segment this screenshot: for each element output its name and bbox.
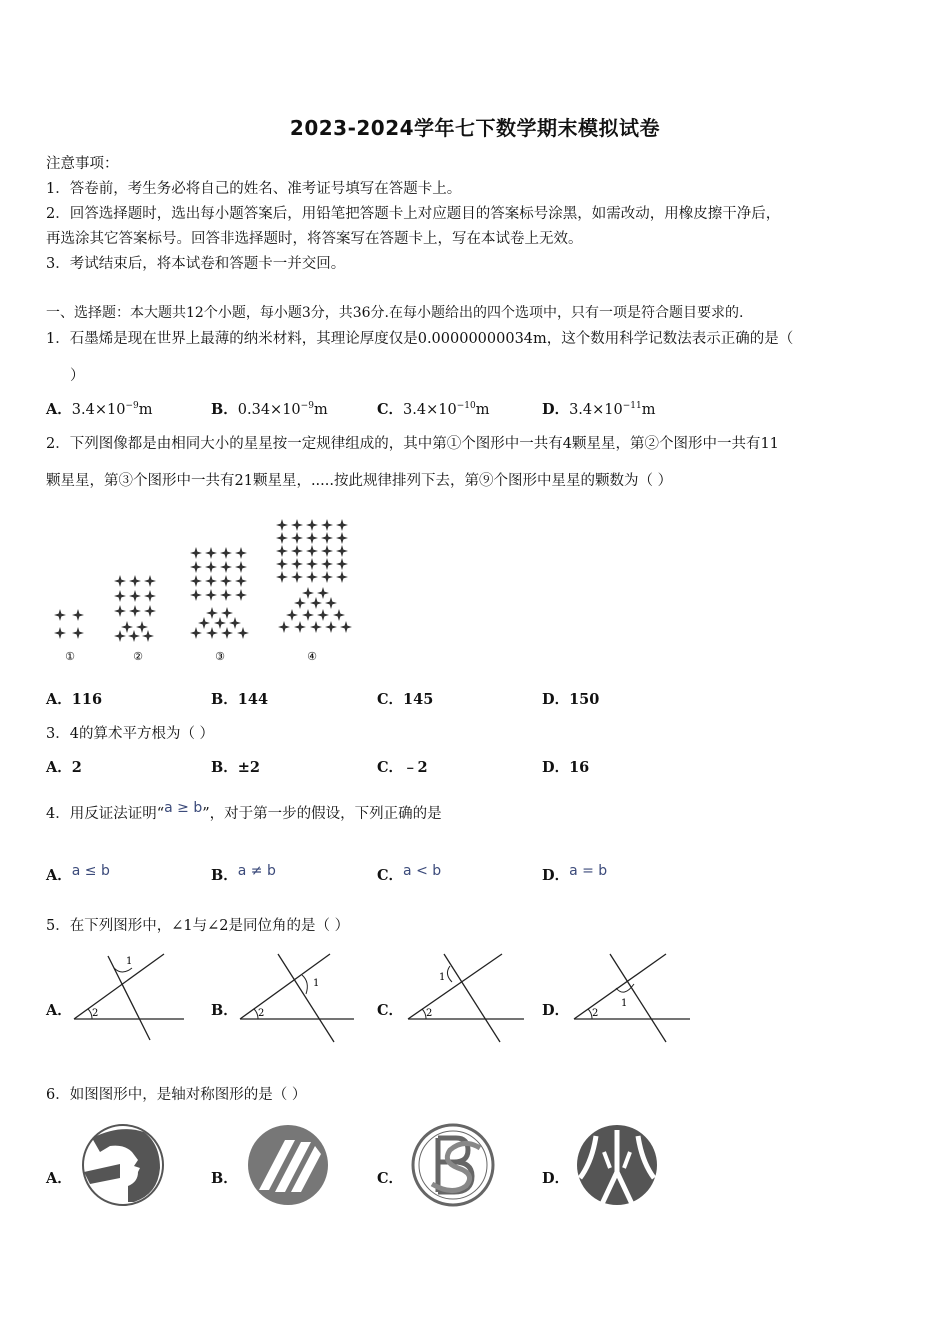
q2-option-d [542,688,599,709]
angle-2-label: 2 [426,1008,433,1019]
option-exponent: −10 [456,401,476,412]
option-text: 144 [237,691,269,708]
star-icon [310,621,322,633]
star-icon [276,571,288,583]
option-label: B． [211,867,238,884]
angle-1-label: 1 [313,978,320,989]
star-icon [128,630,140,642]
star-icon [317,609,329,621]
notice-item: 3．考试结束后，将本试卷和答题卡一并交回。 [46,256,346,272]
q1-option-c [377,398,489,419]
q3-option-c [377,756,428,777]
notice-item: 再选涂其它答案标号。回答非选择题时，将答案写在答题卡上，写在本试卷上无效。 [46,231,583,247]
notice-item: 2．回答选择题时，选出每小题答案后，用铅笔把答题卡上对应题目的答案标号涂黑，如需改动，用橡皮擦干净后， [46,206,781,222]
star-icon [321,532,333,544]
star-icon [190,589,202,601]
star-icon [235,575,247,587]
option-math: a < b [403,863,442,879]
star-icon [221,607,233,619]
star-icon [129,605,141,617]
option-text: ±2 [237,759,261,776]
star-icon [306,545,318,557]
star-icon [291,558,303,570]
star-icon [310,597,322,609]
notice-heading: 注意事项： [46,156,119,172]
figure-label-4: ④ [307,650,317,663]
option-unit: m [641,402,656,418]
angle-1-label: 1 [621,998,628,1009]
q4-option-a [46,864,110,885]
question-4-math: a ≥ b [164,800,203,816]
star-icon [190,547,202,559]
star-icon [321,558,333,570]
star-icon [336,545,348,557]
star-icon [333,609,345,621]
star-pattern-figure [46,505,356,667]
q6-option-a-label: A． [46,1170,72,1187]
option-label: D． [542,759,570,776]
star-icon [144,605,156,617]
q1-option-a [46,398,152,419]
q4-option-b [211,864,276,885]
q4-option-d [542,864,607,885]
star-icon [294,621,306,633]
star-icon [291,519,303,531]
q6-logo-a [80,1122,166,1208]
question-6-text: 6．如图图形中，是轴对称图形的是（ ） [46,1087,307,1103]
q6-option-d-label: D． [542,1170,570,1187]
figure-label-3: ③ [215,650,225,663]
star-icon [114,630,126,642]
star-icon [206,607,218,619]
star-icon [336,558,348,570]
star-icon [306,558,318,570]
option-text: 145 [403,691,434,708]
notice-item: 1．答卷前，考生务必将自己的姓名、准考证号填写在答题卡上。 [46,181,462,197]
star-icon [114,605,126,617]
option-text: 3.4×10 [403,402,457,418]
star-icon [144,590,156,602]
star-icon [229,617,241,629]
star-icon [278,621,290,633]
angle-1-label: 1 [126,956,133,967]
option-math: a ≤ b [71,863,110,879]
star-icon [336,532,348,544]
star-icon [306,532,318,544]
option-label: A． [46,691,72,708]
q2-option-b [211,688,268,709]
option-math: a ≠ b [237,863,276,879]
question-4-prefix: 4．用反证法证明“ [46,806,165,822]
q5-option-a-label: A． [46,1002,72,1019]
star-icon [302,587,314,599]
star-icon [142,630,154,642]
star-icon [54,627,66,639]
option-label: A． [46,759,72,776]
section-heading: 一、选择题：本大题共12个小题，每小题3分，共36分.在每小题给出的四个选项中，只有一项是符合题目要求的. [46,305,744,321]
star-icon [286,609,298,621]
q5-option-b-label: B． [211,1002,238,1019]
star-icon [190,627,202,639]
star-icon [235,547,247,559]
star-icon [205,575,217,587]
star-icon [190,561,202,573]
page-title: 2023-2024学年七下数学期末模拟试卷 [289,116,661,140]
option-exponent: −9 [125,401,139,412]
question-1-text: 1．石墨烯是现在世界上最薄的纳米材料，其理论厚度仅是0.00000000034m，这个数用科学记数法表示正确的是（ [46,331,794,347]
q1-option-d [542,398,656,419]
option-label: C． [377,691,404,708]
star-icon [72,627,84,639]
option-text: 3.4×10 [71,402,126,418]
star-icon [294,597,306,609]
star-icon [276,545,288,557]
option-exponent: −11 [622,401,642,412]
star-icon [190,575,202,587]
option-unit: m [313,402,328,418]
figure-label-1: ① [65,650,75,663]
option-label: B． [211,691,238,708]
q5-figure-b [236,950,361,1045]
option-label: D． [542,691,570,708]
option-unit: m [138,402,153,418]
star-icon [276,532,288,544]
star-icon [214,617,226,629]
angle-2-label: 2 [92,1008,99,1019]
star-icon [291,532,303,544]
option-text: 116 [71,691,103,708]
star-icon [205,589,217,601]
figure-label-2: ② [133,650,143,663]
q3-option-b [211,756,260,777]
q5-figure-c [404,950,529,1045]
q6-logo-c [410,1122,496,1208]
option-label: A． [46,401,72,418]
option-text: 0.34×10 [237,402,301,418]
star-icon [114,590,126,602]
option-text: 3.4×10 [569,402,623,418]
star-icon [306,519,318,531]
question-4-text [46,802,442,823]
option-math: a = b [569,863,608,879]
star-icon [136,621,148,633]
question-1-text-end: ） [70,368,85,384]
q6-option-c-label: C． [377,1170,404,1187]
star-icon [198,617,210,629]
star-icon [129,590,141,602]
option-label: C． [377,759,404,776]
q6-option-b-label: B． [211,1170,238,1187]
star-icon [336,519,348,531]
q2-option-a [46,688,102,709]
star-icon [317,587,329,599]
angle-1-label: 1 [439,972,446,983]
star-icon [276,519,288,531]
q1-option-b [211,398,328,419]
star-icon [276,558,288,570]
option-unit: m [475,402,490,418]
star-icon [72,609,84,621]
option-exponent: −9 [300,401,314,412]
stars [54,519,352,642]
star-icon [221,627,233,639]
star-icon [325,597,337,609]
question-5-text: 5．在下列图形中，∠1与∠2是同位角的是（ ） [46,918,350,934]
q5-figure-a [70,950,190,1045]
option-label: B． [211,401,238,418]
star-icon [321,545,333,557]
star-icon [121,621,133,633]
q2-option-c [377,688,433,709]
option-label: C． [377,401,404,418]
star-icon [302,609,314,621]
q6-logo-d [574,1122,660,1208]
question-3-text: 3．4的算术平方根为（ ） [46,726,215,742]
q5-figure-d [570,950,695,1045]
q6-logo-b [245,1122,331,1208]
option-label: A． [46,867,72,884]
q5-option-d-label: D． [542,1002,570,1019]
star-icon [205,561,217,573]
option-text: ﹣2 [403,759,428,776]
angle-2-label: 2 [258,1008,265,1019]
star-icon [220,561,232,573]
star-icon [144,575,156,587]
star-icon [237,627,249,639]
question-2-text: 颗星星，第③个图形中一共有21颗星星，.....按此规律排列下去，第⑨个图形中星星的颗数为（ ） [46,473,673,489]
star-icon [54,609,66,621]
option-label: D． [542,401,570,418]
q4-option-c [377,864,441,885]
option-text: 150 [569,691,600,708]
q5-option-c-label: C． [377,1002,404,1019]
star-icon [321,519,333,531]
q3-option-a [46,756,82,777]
star-icon [291,545,303,557]
star-icon [206,627,218,639]
star-icon [321,571,333,583]
star-icon [306,571,318,583]
star-icon [336,571,348,583]
star-icon [129,575,141,587]
star-icon [325,621,337,633]
star-icon [220,575,232,587]
star-icon [235,561,247,573]
angle-2-label: 2 [592,1008,599,1019]
star-icon [205,547,217,559]
star-icon [340,621,352,633]
question-2-text: 2．下列图像都是由相同大小的星星按一定规律组成的，其中第①个图形中一共有4颗星星，第②个图形中一共有11 [46,436,779,452]
option-text: 2 [71,759,82,776]
q3-option-d [542,756,589,777]
option-text: 16 [569,759,590,776]
option-label: C． [377,867,404,884]
question-4-suffix: ”，对于第一步的假设，下列正确的是 [202,806,442,822]
star-icon [114,575,126,587]
star-icon [220,547,232,559]
option-label: D． [542,867,570,884]
star-icon [220,589,232,601]
star-icon [291,571,303,583]
star-icon [235,589,247,601]
option-label: B． [211,759,238,776]
